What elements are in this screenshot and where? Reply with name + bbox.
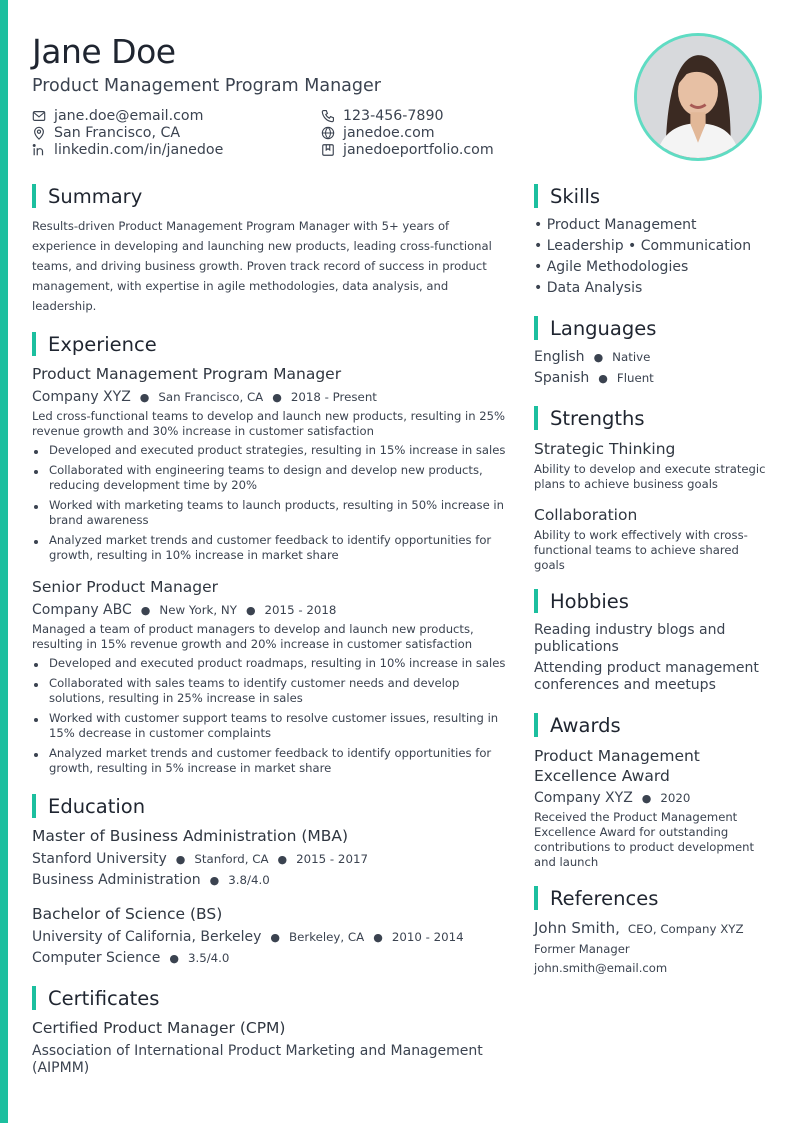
language-level: Fluent xyxy=(616,371,654,385)
contact-website[interactable]: janedoe.com xyxy=(321,125,435,141)
contact-email[interactable]: jane.doe@email.com xyxy=(32,108,203,124)
job-bullets xyxy=(32,443,516,568)
reference-relation: Former Manager xyxy=(534,942,630,956)
skill-item: • Leadership xyxy=(534,238,624,254)
award-year: 2020 xyxy=(660,791,691,805)
education-degree: Bachelor of Science (BS) xyxy=(32,905,223,923)
education-degree: Master of Business Administration (MBA) xyxy=(32,827,349,845)
job-description: Managed a team of product managers to develop and launch new products, resulting in 15% revenue growth and 20% increase in customer satisfaction xyxy=(32,622,474,651)
job-role: Product Management Program Manager xyxy=(32,365,342,383)
strengths-heading: Strengths xyxy=(534,406,645,430)
languages-heading: Languages xyxy=(534,316,656,340)
job-dates: 2018 - Present xyxy=(290,390,377,404)
job-dates: 2015 - 2018 xyxy=(264,603,337,617)
contact-location: San Francisco, CA xyxy=(32,125,180,141)
education-school: Stanford University xyxy=(32,851,167,867)
language-level: Native xyxy=(612,350,651,364)
experience-heading: Experience xyxy=(32,332,157,356)
education-school: University of California, Berkeley xyxy=(32,929,262,945)
list-item: Collaborated with engineering teams to design and develop new products, reducing development time by 20% xyxy=(32,463,516,493)
reference-row xyxy=(534,919,744,937)
list-item: Developed and executed product strategies, resulting in 15% increase in sales xyxy=(32,443,516,458)
section-accent xyxy=(534,184,538,208)
references-heading: References xyxy=(534,886,658,910)
certificate-issuer: Association of International Product Marketing and Management (AIPMM) xyxy=(32,1043,483,1076)
education-meta: University of California, Berkeley ● Berkeley, CA ● 2010 - 2014 xyxy=(32,929,464,945)
strength-text: Ability to work effectively with cross-functional teams to achieve shared goals xyxy=(534,528,748,572)
globe-icon xyxy=(321,126,335,140)
list-item: Worked with marketing teams to launch products, resulting in 50% increase in brand awareness xyxy=(32,498,516,528)
linkedin-icon xyxy=(32,143,46,157)
award-issuer: Company XYZ xyxy=(534,790,633,806)
candidate-name: Jane Doe xyxy=(32,32,176,71)
education-field-row: Computer Science ● 3.5/4.0 xyxy=(32,950,230,966)
language-item: Spanish ● Fluent xyxy=(534,370,654,386)
section-accent xyxy=(534,886,538,910)
reference-name: John Smith, xyxy=(534,919,620,937)
section-accent xyxy=(32,794,36,818)
list-item: Developed and executed product roadmaps, resulting in 10% increase in sales xyxy=(32,656,516,671)
strength-title: Strategic Thinking xyxy=(534,440,676,458)
summary-text: Results-driven Product Management Program Manager with 5+ years of experience in developing and launching new products, leading cross-functional teams, and driving business growth. Proven track record of success in product management, with expertise in agile methodologies, data analysis, and leadership. xyxy=(32,219,492,313)
hobby-item: Reading industry blogs and publications xyxy=(534,622,726,655)
award-title: Product Management Excellence Award xyxy=(534,747,700,785)
section-accent xyxy=(534,406,538,430)
job-meta: Company XYZ ● San Francisco, CA ● 2018 - Present xyxy=(32,389,377,405)
job-bullets xyxy=(32,656,516,781)
certificates-heading: Certificates xyxy=(32,986,159,1010)
bookmark-icon xyxy=(321,143,335,157)
skills-heading: Skills xyxy=(534,184,600,208)
job-location: San Francisco, CA xyxy=(158,390,264,404)
list-item: Analyzed market trends and customer feedback to identify opportunities for growth, resulting in 10% increase in market share xyxy=(32,533,516,563)
list-item: Collaborated with sales teams to identify customer needs and develop solutions, resulting in 25% increase in sales xyxy=(32,676,516,706)
education-location: Berkeley, CA xyxy=(289,930,365,944)
certificate-name: Certified Product Manager (CPM) xyxy=(32,1019,286,1037)
reference-email[interactable]: john.smith@email.com xyxy=(534,961,668,975)
education-field: Computer Science xyxy=(32,950,161,966)
section-accent xyxy=(534,713,538,737)
awards-heading: Awards xyxy=(534,713,621,737)
section-accent xyxy=(32,332,36,356)
education-dates: 2015 - 2017 xyxy=(296,852,368,866)
reference-position: CEO, Company XYZ xyxy=(627,922,744,936)
contact-linkedin[interactable]: linkedin.com/in/janedoe xyxy=(32,142,223,158)
phone-icon xyxy=(321,109,335,123)
education-location: Stanford, CA xyxy=(194,852,269,866)
portrait-image xyxy=(637,36,759,158)
education-meta: Stanford University ● Stanford, CA ● 2015 - 2017 xyxy=(32,851,368,867)
skill-item: • Communication xyxy=(628,238,752,254)
contact-portfolio[interactable]: janedoeportfolio.com xyxy=(321,142,494,158)
section-accent xyxy=(32,986,36,1010)
accent-bar xyxy=(0,0,8,1123)
strength-title: Collaboration xyxy=(534,506,638,524)
section-accent xyxy=(32,184,36,208)
award-text: Received the Product Management Excellence Award for outstanding contributions to product development and launch xyxy=(534,810,755,869)
section-accent xyxy=(534,589,538,613)
job-meta: Company ABC ● New York, NY ● 2015 - 2018 xyxy=(32,602,337,618)
profile-photo xyxy=(634,33,762,161)
skill-item: • Product Management xyxy=(534,217,697,233)
section-accent xyxy=(534,316,538,340)
job-description: Led cross-functional teams to develop and launch new products, resulting in 25% revenue growth and 30% increase in customer satisfaction xyxy=(32,409,506,438)
education-field: Business Administration xyxy=(32,872,201,888)
skill-item: • Data Analysis xyxy=(534,280,643,296)
job-company: Company ABC xyxy=(32,602,132,618)
list-item: Worked with customer support teams to resolve customer issues, resulting in 15% decrease in customer complaints xyxy=(32,711,516,741)
strength-text: Ability to develop and execute strategic plans to achieve business goals xyxy=(534,462,766,491)
job-location: New York, NY xyxy=(159,603,237,617)
map-pin-icon xyxy=(32,126,46,140)
candidate-title: Product Management Program Manager xyxy=(32,76,381,96)
skill-item: • Agile Methodologies xyxy=(534,259,689,275)
language-name: Spanish xyxy=(534,370,590,386)
mail-icon xyxy=(32,109,46,123)
education-gpa: 3.5/4.0 xyxy=(187,951,230,965)
job-role: Senior Product Manager xyxy=(32,578,219,596)
language-item: English ● Native xyxy=(534,349,651,365)
education-gpa: 3.8/4.0 xyxy=(228,873,270,887)
hobby-item: Attending product management conferences and meetups xyxy=(534,660,759,693)
hobbies-heading: Hobbies xyxy=(534,589,629,613)
summary-heading: Summary xyxy=(32,184,142,208)
contact-phone[interactable]: 123-456-7890 xyxy=(321,108,444,124)
job-company: Company XYZ xyxy=(32,389,131,405)
education-heading: Education xyxy=(32,794,145,818)
education-dates: 2010 - 2014 xyxy=(391,930,464,944)
award-meta: Company XYZ ● 2020 xyxy=(534,790,691,806)
language-name: English xyxy=(534,349,585,365)
list-item: Analyzed market trends and customer feedback to identify opportunities for growth, resulting in 5% increase in market share xyxy=(32,746,516,776)
education-field-row: Business Administration ● 3.8/4.0 xyxy=(32,872,270,888)
